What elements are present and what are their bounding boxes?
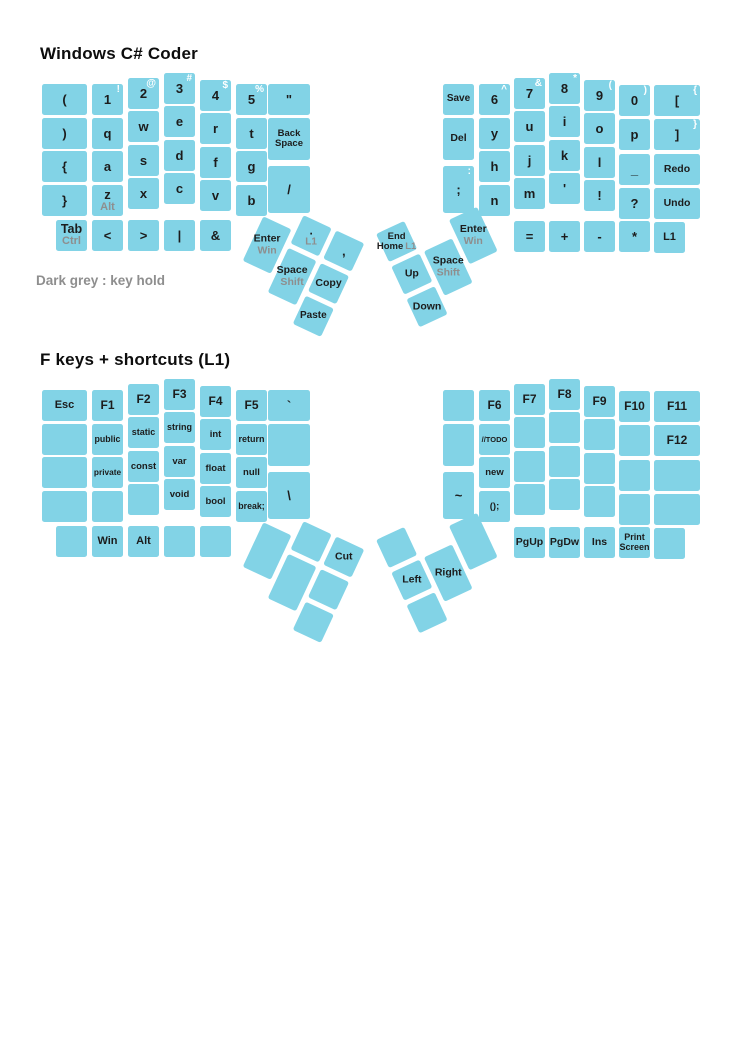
key-2[interactable] — [128, 78, 159, 109]
key-m[interactable] — [514, 178, 545, 209]
key-blank[interactable] — [514, 417, 545, 448]
key-legend: Space — [276, 264, 308, 277]
key-legend: const — [130, 460, 157, 472]
key-win[interactable] — [92, 526, 123, 557]
key-f8[interactable] — [549, 379, 580, 410]
key-legend: ! — [597, 187, 602, 203]
key-legend: g — [247, 158, 256, 174]
key-blank[interactable] — [406, 592, 447, 633]
key-cut[interactable] — [323, 536, 364, 577]
key-shift-legend: # — [186, 73, 192, 84]
layer1-title: Windows C# Coder — [40, 44, 198, 63]
key-0[interactable] — [619, 85, 650, 116]
key-legend: F3 — [172, 387, 187, 402]
key-o[interactable] — [584, 113, 615, 144]
key-string[interactable] — [164, 412, 195, 443]
key-legend: 6 — [490, 91, 499, 107]
key-sym-60[interactable] — [92, 220, 123, 251]
key-null[interactable] — [236, 457, 267, 488]
key-blank[interactable] — [268, 424, 310, 466]
key-f7[interactable] — [514, 384, 545, 415]
key-shift-legend: } — [693, 119, 697, 130]
layer2-title: F keys + shortcuts (L1) — [40, 350, 231, 369]
key-f9[interactable] — [584, 386, 615, 417]
key-legend: int — [209, 428, 222, 440]
key-legend: b — [247, 192, 256, 208]
key-legend: F8 — [557, 387, 572, 402]
key-legend-row — [377, 241, 417, 251]
key-legend: Paste — [299, 310, 327, 322]
key-legend: Enter — [459, 223, 487, 236]
key-legend: | — [177, 227, 182, 243]
key-shift-legend: ( — [608, 80, 612, 91]
key-sym-96[interactable] — [268, 390, 310, 421]
key-hold-legend: Ctrl — [62, 235, 81, 248]
key-legend: ` — [286, 397, 292, 413]
key-legend: bool — [205, 495, 226, 507]
key-legend: Right — [434, 566, 462, 579]
key-p[interactable] — [619, 119, 650, 150]
key-legend: * — [631, 228, 638, 244]
key-legend: a — [103, 158, 112, 174]
key-blank[interactable] — [443, 390, 474, 421]
key-void[interactable] — [164, 479, 195, 510]
key-j[interactable] — [514, 145, 545, 176]
key-legend: ~ — [454, 487, 463, 503]
key-legend: & — [210, 227, 221, 243]
key-copy[interactable] — [308, 263, 349, 304]
key-int[interactable] — [200, 419, 231, 450]
key-var[interactable] — [164, 446, 195, 477]
key-esc[interactable] — [42, 390, 87, 421]
key-legend: PgDw — [549, 535, 580, 548]
key-hold-note: Dark grey : key hold — [36, 273, 166, 288]
key-legend: F6 — [487, 398, 502, 413]
key-static[interactable] — [128, 417, 159, 448]
key-blank[interactable] — [514, 484, 545, 515]
key-blank[interactable] — [549, 479, 580, 510]
key-4[interactable] — [200, 80, 231, 111]
key-legend: F4 — [208, 394, 223, 409]
key-legend: Ins — [591, 535, 608, 548]
key-del[interactable] — [443, 118, 474, 160]
key-e[interactable] — [164, 106, 195, 137]
key-legend: ' — [562, 180, 567, 196]
key-q[interactable] — [92, 118, 123, 149]
key-c[interactable] — [164, 173, 195, 204]
key-legend: > — [139, 227, 148, 243]
key-f3[interactable] — [164, 379, 195, 410]
key-hold-legend: L1 — [305, 235, 317, 247]
key-r[interactable] — [200, 113, 231, 144]
key-8[interactable] — [549, 73, 580, 104]
key-blank[interactable] — [549, 412, 580, 443]
key-legend: Redo — [663, 162, 691, 175]
key-top-legend: End — [387, 230, 406, 242]
key-legend: F7 — [522, 392, 537, 407]
key-sym-47[interactable] — [268, 166, 310, 213]
key-blank[interactable] — [42, 491, 87, 522]
key-legend: public — [94, 433, 121, 444]
key-legend: 5 — [247, 91, 256, 107]
key-hold-legend: L1 — [405, 240, 417, 252]
key-alt[interactable] — [128, 526, 159, 557]
key-legend: 0 — [630, 92, 639, 108]
key-legend: F5 — [244, 398, 259, 413]
key-shift-legend: @ — [146, 78, 156, 89]
key-f2[interactable] — [128, 384, 159, 415]
key-blank[interactable] — [308, 569, 349, 610]
key-legend: + — [560, 228, 569, 244]
key-sym-40[interactable] — [42, 84, 87, 115]
key-legend: Win — [97, 534, 118, 547]
key-7[interactable] — [514, 78, 545, 109]
key-d[interactable] — [164, 140, 195, 171]
key-blank[interactable] — [654, 494, 700, 525]
key-legend: F11 — [666, 399, 687, 414]
key-f11[interactable] — [654, 391, 700, 422]
key-legend: c — [175, 180, 184, 196]
key-shift-legend: % — [255, 84, 264, 95]
key-legend: = — [525, 228, 534, 244]
key-paste[interactable] — [293, 296, 334, 337]
key-legend: [ — [674, 92, 680, 108]
key-s[interactable] — [128, 145, 159, 176]
key-blank[interactable] — [619, 460, 650, 491]
key-legend: s — [139, 152, 148, 168]
key-sym-124[interactable] — [164, 220, 195, 251]
key-a[interactable] — [92, 151, 123, 182]
key-legend: break; — [238, 500, 265, 511]
key-blank[interactable] — [164, 526, 195, 557]
key-shift-legend: ! — [116, 84, 120, 95]
key-legend: Esc — [54, 398, 75, 411]
key-legend: _ — [630, 161, 639, 177]
key-f5[interactable] — [236, 390, 267, 421]
key-legend: 4 — [211, 87, 220, 103]
key-legend: p — [630, 126, 639, 142]
key-legend: " — [285, 91, 293, 107]
key-sym-39[interactable] — [549, 173, 580, 204]
key-legend: Print Screen — [619, 532, 650, 552]
key-legend: z — [104, 186, 111, 202]
key-bool[interactable] — [200, 486, 231, 517]
key-shift-legend: & — [534, 78, 542, 89]
key-left[interactable] — [391, 560, 432, 601]
key-z[interactable] — [92, 185, 123, 216]
key-sym-91[interactable] — [654, 85, 700, 116]
key-sym-63[interactable] — [619, 188, 650, 219]
key-sym-46[interactable] — [291, 215, 332, 256]
key-legend: i — [562, 113, 567, 129]
key-print-screen[interactable] — [619, 527, 650, 558]
key-sym-43[interactable] — [549, 221, 580, 252]
key-sym-125[interactable] — [42, 185, 87, 216]
key-f[interactable] — [200, 147, 231, 178]
key-sym-45[interactable] — [584, 221, 615, 252]
key-legend: 7 — [525, 85, 534, 101]
key-legend: 1 — [103, 91, 112, 107]
key-sym-92[interactable] — [268, 472, 310, 519]
key-legend: Enter — [253, 233, 281, 246]
key-legend: F9 — [592, 394, 607, 409]
key-back-space[interactable] — [268, 118, 310, 160]
key-todo[interactable] — [479, 424, 510, 455]
key-shift-legend: * — [573, 73, 577, 84]
key-legend: j — [527, 152, 532, 168]
key-blank[interactable] — [619, 494, 650, 525]
key-legend: Back Space — [275, 128, 303, 149]
key-sym-42[interactable] — [619, 221, 650, 252]
key-legend: Save — [446, 93, 471, 105]
key-legend: e — [175, 113, 184, 129]
key-undo[interactable] — [654, 188, 700, 219]
key-legend: 2 — [139, 85, 148, 101]
key-return[interactable] — [236, 424, 267, 455]
key-legend: //TODO — [481, 434, 508, 444]
key-legend: d — [175, 147, 184, 163]
key-legend: null — [243, 466, 260, 478]
key-legend: \ — [287, 487, 291, 503]
key-redo[interactable] — [654, 154, 700, 185]
key-sym-95[interactable] — [619, 154, 650, 185]
key-legend: q — [103, 125, 112, 141]
key-u[interactable] — [514, 111, 545, 142]
key-pgdw[interactable] — [549, 527, 580, 558]
key-blank[interactable] — [128, 484, 159, 515]
key-const[interactable] — [128, 451, 159, 482]
key-hold-legend: Win — [257, 244, 277, 257]
key-legend: u — [525, 118, 534, 134]
key-legend: Copy — [315, 277, 342, 290]
key-legend: string — [166, 421, 192, 432]
key-legend: / — [287, 181, 291, 197]
key-legend: f — [213, 154, 218, 170]
key-blank[interactable] — [584, 453, 615, 484]
key-5[interactable] — [236, 84, 267, 115]
key-hold-legend: Alt — [100, 200, 115, 213]
key-legend: ( — [62, 91, 67, 107]
key-blank[interactable] — [654, 528, 685, 559]
key-b[interactable] — [236, 185, 267, 216]
key-legend: o — [595, 120, 604, 136]
key-legend: } — [61, 192, 68, 208]
key-sym-44[interactable] — [323, 230, 364, 271]
key-legend: Del — [450, 132, 467, 145]
key-sym-34[interactable] — [268, 84, 310, 115]
key-legend: { — [61, 158, 68, 174]
key-legend: h — [490, 158, 499, 174]
key-blank[interactable] — [619, 425, 650, 456]
key-hold-legend: Win — [463, 234, 483, 247]
key-sym-33[interactable] — [584, 180, 615, 211]
key-f12[interactable] — [654, 425, 700, 456]
key-new[interactable] — [479, 457, 510, 488]
key-blank[interactable] — [584, 419, 615, 450]
key-k[interactable] — [549, 140, 580, 171]
key-legend: , — [341, 243, 346, 259]
key-l[interactable] — [584, 147, 615, 178]
key-6[interactable] — [479, 84, 510, 115]
key-legend: v — [211, 187, 220, 203]
key-blank[interactable] — [376, 527, 417, 568]
key-sym-59[interactable] — [443, 166, 474, 213]
key-legend: t — [249, 125, 254, 141]
key-blank[interactable] — [584, 486, 615, 517]
key-shift-legend: ^ — [501, 84, 507, 95]
key-sym-123[interactable] — [42, 151, 87, 182]
key-blank[interactable] — [42, 424, 87, 455]
key-sym-93[interactable] — [654, 119, 700, 150]
key-sym-126[interactable] — [443, 472, 474, 519]
key-w[interactable] — [128, 111, 159, 142]
key-blank[interactable] — [654, 460, 700, 491]
key-legend: Tab — [60, 222, 83, 237]
key-legend: PgUp — [515, 535, 544, 548]
key-t[interactable] — [236, 118, 267, 149]
key-public[interactable] — [92, 424, 123, 455]
key-f10[interactable] — [619, 391, 650, 422]
key-legend: void — [169, 488, 190, 500]
key-legend: 8 — [560, 80, 569, 96]
key-legend: y — [490, 125, 499, 141]
key-shift-legend: { — [693, 85, 697, 96]
key-float[interactable] — [200, 453, 231, 484]
key-blank[interactable] — [200, 526, 231, 557]
key-legend: 3 — [175, 80, 184, 96]
key-i[interactable] — [549, 106, 580, 137]
key-9[interactable] — [584, 80, 615, 111]
key-legend: Down — [412, 300, 442, 313]
key-h[interactable] — [479, 151, 510, 182]
key-3[interactable] — [164, 73, 195, 104]
key-legend: return — [238, 433, 265, 444]
key-legend: . — [309, 223, 313, 238]
key-f1[interactable] — [92, 390, 123, 421]
key-x[interactable] — [128, 178, 159, 209]
key-tab[interactable] — [56, 220, 87, 251]
key-legend: Home — [376, 240, 404, 252]
key-hold-legend: Shift — [280, 275, 304, 288]
key-legend: Left — [402, 573, 422, 586]
key-legend: l — [597, 154, 602, 170]
key-legend: F12 — [666, 433, 688, 448]
key-g[interactable] — [236, 151, 267, 182]
key-legend: L1 — [663, 230, 676, 243]
key-legend: n — [490, 192, 499, 208]
key-sym-62[interactable] — [128, 220, 159, 251]
key-pgup[interactable] — [514, 527, 545, 558]
key-home[interactable] — [376, 221, 417, 262]
key-legend: m — [523, 185, 536, 201]
key-private[interactable] — [92, 457, 123, 488]
key-legend: ] — [674, 126, 680, 142]
key-shift-legend: $ — [222, 80, 228, 91]
key-blank[interactable] — [514, 451, 545, 482]
key-1[interactable] — [92, 84, 123, 115]
key-legend: Alt — [136, 534, 151, 547]
key-blank[interactable] — [293, 602, 334, 643]
key-blank[interactable] — [443, 424, 474, 466]
key-shift-legend: ) — [643, 85, 647, 96]
key-legend: Space — [432, 255, 464, 268]
key-legend: private — [93, 467, 122, 478]
key-blank[interactable] — [291, 521, 332, 562]
key-legend: Cut — [335, 550, 353, 563]
key-legend: Up — [404, 267, 419, 280]
key-l1[interactable] — [654, 222, 685, 253]
key-ins[interactable] — [584, 527, 615, 558]
key-legend: ? — [630, 195, 639, 211]
key-f6[interactable] — [479, 390, 510, 421]
key-save[interactable] — [443, 84, 474, 115]
key-blank[interactable] — [92, 491, 123, 522]
key-blank[interactable] — [56, 526, 87, 557]
key-legend: x — [139, 185, 148, 201]
key-hold-legend: Shift — [436, 266, 460, 279]
key-legend: F2 — [136, 392, 151, 407]
key-legend: (); — [489, 500, 500, 512]
key-legend: ) — [62, 125, 67, 141]
key-sym-61[interactable] — [514, 221, 545, 252]
key-legend: - — [597, 228, 602, 244]
key-y[interactable] — [479, 118, 510, 149]
key-legend: ; — [456, 181, 461, 197]
key-shift-legend: : — [467, 166, 471, 177]
key-sym-38[interactable] — [200, 220, 231, 251]
key-legend: F1 — [100, 398, 115, 413]
key-legend: var — [172, 455, 187, 467]
key-v[interactable] — [200, 180, 231, 211]
key-legend: new — [485, 466, 504, 478]
key-legend: k — [560, 147, 569, 163]
key-legend: < — [103, 227, 112, 243]
key-sym-41[interactable] — [42, 118, 87, 149]
key-down[interactable] — [406, 286, 447, 327]
key-legend: w — [138, 118, 149, 134]
key-blank[interactable] — [42, 457, 87, 488]
key-legend: Undo — [663, 196, 691, 209]
key-up[interactable] — [391, 254, 432, 295]
key-legend: static — [131, 426, 156, 437]
key-legend: 9 — [595, 87, 604, 103]
key-blank[interactable] — [549, 446, 580, 477]
key-break[interactable] — [236, 491, 267, 522]
key-f4[interactable] — [200, 386, 231, 417]
key-legend: F10 — [624, 399, 645, 414]
key-legend: r — [212, 120, 219, 136]
key-legend: float — [205, 462, 226, 474]
